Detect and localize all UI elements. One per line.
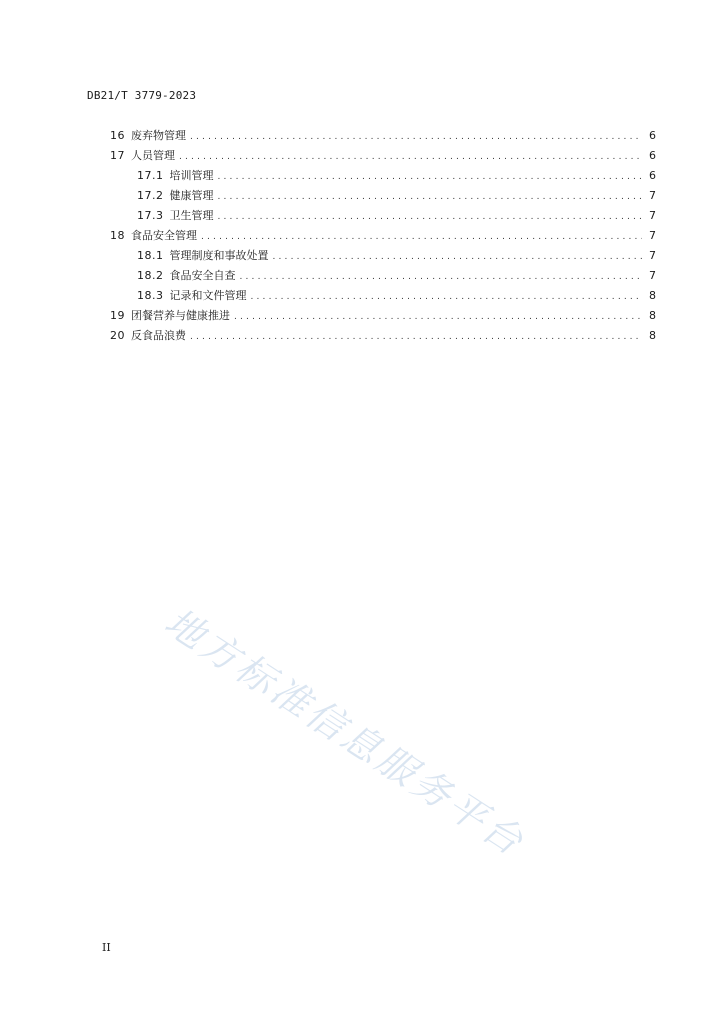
toc-dot-leader xyxy=(179,148,642,164)
toc-entry[interactable] xyxy=(137,248,656,264)
toc-dot-leader xyxy=(218,168,643,184)
toc-entry-number: 18 xyxy=(110,229,125,242)
toc-entry-number: 18.3 xyxy=(137,289,164,302)
toc-entry[interactable] xyxy=(110,328,656,344)
toc-entry[interactable] xyxy=(110,148,656,164)
toc-entry-page: 8 xyxy=(649,289,656,302)
toc-entry-number: 18.1 xyxy=(137,249,164,262)
toc-entry-title: 食品安全自查 xyxy=(169,269,236,282)
toc-entry-page: 7 xyxy=(649,249,656,262)
toc-entry-number: 20 xyxy=(110,329,125,342)
toc-dot-leader xyxy=(234,308,642,324)
toc-dot-leader xyxy=(218,208,643,224)
toc-entry-number: 17.1 xyxy=(137,169,164,182)
toc-dot-leader xyxy=(273,248,643,264)
toc-entry-page: 7 xyxy=(649,209,656,222)
toc-dot-leader xyxy=(240,268,643,284)
toc-entry-title: 卫生管理 xyxy=(169,209,214,222)
toc-entry[interactable] xyxy=(137,208,656,224)
toc-entry-number: 19 xyxy=(110,309,125,322)
toc-entry[interactable] xyxy=(137,268,656,284)
toc-entry-page: 7 xyxy=(649,189,656,202)
toc-entry-page: 8 xyxy=(649,309,656,322)
toc-entry-title: 培训管理 xyxy=(169,169,214,182)
toc-entry-title: 废弃物管理 xyxy=(131,129,186,142)
toc-entry[interactable] xyxy=(137,288,656,304)
toc-dot-leader xyxy=(201,228,642,244)
toc-dot-leader xyxy=(190,128,642,144)
toc-entry-title: 健康管理 xyxy=(169,189,214,202)
toc-entry-title: 管理制度和事故处置 xyxy=(169,249,269,262)
toc-entry-page: 7 xyxy=(649,269,656,282)
toc-dot-leader xyxy=(251,288,643,304)
document-code: DB21/T 3779-2023 xyxy=(87,89,197,102)
watermark-text: 地方标准信息服务平台 xyxy=(157,599,534,866)
toc-entry-number: 17.3 xyxy=(137,209,164,222)
toc-entry-title: 记录和文件管理 xyxy=(169,289,247,302)
toc-entry[interactable] xyxy=(110,308,656,324)
toc-dot-leader xyxy=(190,328,642,344)
toc-entry-page: 7 xyxy=(649,229,656,242)
toc-entry[interactable] xyxy=(110,128,656,144)
toc-entry-number: 18.2 xyxy=(137,269,164,282)
toc-entry-title: 食品安全管理 xyxy=(131,229,197,242)
toc-entry-page: 8 xyxy=(649,329,656,342)
toc-entry-page: 6 xyxy=(649,169,656,182)
toc-entry-title: 反食品浪费 xyxy=(131,329,186,342)
toc-entry[interactable] xyxy=(137,168,656,184)
toc-dot-leader xyxy=(218,188,643,204)
toc-entry-number: 17 xyxy=(110,149,125,162)
toc-entry-page: 6 xyxy=(649,149,656,162)
toc-entry[interactable] xyxy=(137,188,656,204)
toc-entry-title: 团餐营养与健康推进 xyxy=(131,309,230,322)
toc-entry-number: 17.2 xyxy=(137,189,164,202)
toc-entry-title: 人员管理 xyxy=(131,149,175,162)
toc-entry-number: 16 xyxy=(110,129,125,142)
toc-entry[interactable] xyxy=(110,228,656,244)
page-number: II xyxy=(102,941,111,954)
toc-entry-page: 6 xyxy=(649,129,656,142)
